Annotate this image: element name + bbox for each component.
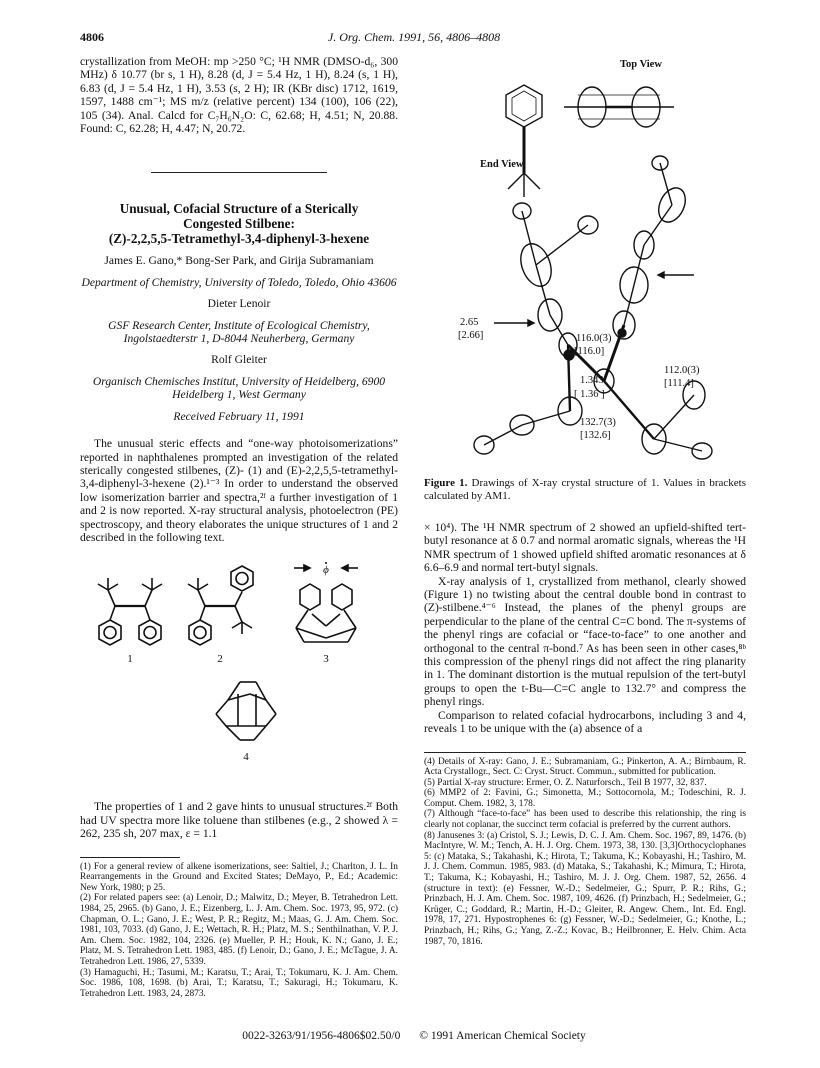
author-gleiter: Rolf Gleiter bbox=[211, 353, 267, 367]
journal-citation: J. Org. Chem. 1991, 56, 4806–4808 bbox=[327, 30, 501, 44]
footnote-4: (4) Details of X-ray: Gano, J. E.; Subramaniam, G.; Pinkerton, A. A.; Birnbaum, R. Acta Crystallogr., Sect. C: Cryst. Struct. Commun., submitted for publication. bbox=[424, 756, 746, 778]
affiliation-toledo: Department of Chemistry, University of Toledo, Toledo, Ohio 43606 bbox=[81, 275, 397, 289]
label-angle-116-calc: [116.0] bbox=[574, 346, 605, 357]
affiliation-gsf: GSF Research Center, Institute of Ecological Chemistry, Ingolstaedterstr 1, D-8044 Neuherberg, Germany bbox=[108, 318, 370, 346]
intro-paragraph: The unusual steric effects and “one-way photoisomerizations” reported in naphthalenes prompted an investigation of the related sterically congested stilbenes, (Z)- (1) and (E)-2,2,5,5-tetramethyl-3,4-diphenyl-3-hexene (2).¹⁻³ In order to understand the observed low isomerization barrier and spectra,²ᶠ a further investigation of 1 and 2 is now reported. X-ray structural analysis, photoelectron (PE) spectroscopy, and theory elaborates the unique structures of 1 and 2 described in the following text. bbox=[80, 437, 398, 544]
footnote-6: (6) MMP2 of 2: Favini, G.; Simonetta, M.; Sottocornola, M.; Todeschini, R. J. Comput. Chem. 1982, 3, 178. bbox=[424, 788, 746, 809]
continuation-paragraph: × 10⁴). The ¹H NMR spectrum of 2 showed an upfield-shifted tert-butyl resonance at δ 0.7 and normal aromatic signals, whereas the ¹H NMR spectrum of 1 showed upfield shifted aromatic resonances at δ 6.6–6.9 and normal tert-butyl signals. bbox=[424, 521, 746, 575]
structure-phi-label: ϕ bbox=[323, 564, 329, 577]
label-cc-bond: 1.343 bbox=[580, 375, 604, 386]
label-distance-calc: [2.66] bbox=[458, 330, 484, 341]
label-angle-132: 132.7(3) bbox=[580, 417, 616, 428]
footnote-5: (5) Partial X-ray structure: Ermer, O. Z. Naturforsch., Teil B 1977, 32, 837. bbox=[424, 777, 707, 788]
structure-1 bbox=[98, 578, 162, 645]
top-view-label: Top View bbox=[620, 59, 662, 70]
page-footer bbox=[80, 1030, 748, 1042]
structure-label-1: 1 bbox=[127, 653, 133, 666]
structure-2 bbox=[188, 566, 253, 645]
xray-paragraph: X-ray analysis of 1, crystallized from methanol, clearly showed (Figure 1) no twisting about the central double bond in contrast to (Z)-stilbene.⁴⁻⁶ Instead, the planes of the phenyl groups are perpendicular to the plane of the central C=C bond. The π-systems of the phenyl rings are cofacial or “face-to-face” to one another and orthogonal to the central π-bond.⁷ As has been seen in other cases,⁸ᵇ this compression of the phenyl rings did not affect the ring planarity in 1. The dominant distortion is the mutual repulsion of the tert-butyl groups to open the t-Bu—C=C angle to 132.7° and compress the phenyl rings. bbox=[424, 574, 746, 709]
end-view-drawing bbox=[506, 85, 542, 197]
article-title-line-1: Unusual, Cofacial Structure of a Sterically bbox=[119, 201, 359, 217]
article-divider bbox=[151, 172, 327, 173]
label-cc-bond-calc: [ 1.36 ] bbox=[574, 389, 605, 400]
footnote-8: (8) Janusenes 3: (a) Cristol, S. J.; Lewis, D. C. J. Am. Chem. Soc. 1967, 89, 1476. (b) MacIntyre, W. M.; Tench, A. H. J. Org. Chem. 1973, 38, 130. [3,3]Orthocyclophanes 5: (c) Mataka, S.; Takahashi, K.; Hirota, T.; Takuma, K.; Kobayashi, H.; Tashiro, M. J. J. Chem. Commun. 1985, 983. (d) Mataka, S.; Takahashi, K.; Mimura, T.; Hirota, T.; Takuma, K.; Kobayashi, H.; Tashiro, M. J. J. Org. Chem. 1987, 52, 2656. 4 (structure in text): (e) Fessner, W.-D.; Sedelmeier, G.; Spurr, P. R.; Rihs, G.; Prinzbach, H. J. Am. Chem. Soc. 1987, 109, 4626. (f) Prinzbach, H.; Sedelmeier, G.; Krüger, C.; Goddard, R.; Martin, H.-D.; Gleiter, R. Angew. Chem., Int. Ed. Engl. 1978, 17, 271. Hypostrophenes 6: (g) Fessner, W.-D.; Sedelmeier, G.; Knothe, L.; Prinzbach, H.; Rihs, G.; Yang, Z.-Z.; Kovac, B.; Heilbronner, E. Helv. Chim. Acta 1987, 70, 1816. bbox=[424, 830, 746, 947]
authors: James E. Gano,* Bong-Ser Park, and Girija Subramaniam bbox=[104, 254, 374, 268]
figure-caption-text: Drawings of X-ray crystal structure of 1. Values in brackets calculated by AM1. bbox=[424, 477, 746, 502]
received-date: Received February 11, 1991 bbox=[173, 409, 305, 423]
structure-label-3: 3 bbox=[323, 653, 329, 666]
xray-structure-svg bbox=[424, 55, 746, 475]
footnote-1: (1) For a general review of alkene isomerizations, see: Saltiel, J.; Charlton, J. L. In Rearrangements in the Ground and Excited States; DeMayo, P., Ed.; Academic: New York, 1980; p 25. bbox=[80, 861, 398, 893]
ortep-drawing bbox=[474, 156, 712, 459]
copyright: © 1991 American Chemical Society bbox=[419, 1030, 586, 1042]
comparison-paragraph: Comparison to related cofacial hydrocarbons, including 3 and 4, reveals 1 to be unique with the (a) absence of a bbox=[424, 708, 746, 736]
label-angle-116: 116.0(3) bbox=[576, 333, 612, 344]
page-header bbox=[80, 30, 748, 48]
footnote-3: (3) Hamaguchi, H.; Tasumi, M.; Karatsu, T.; Arai, T.; Tokumaru, K. J. Am. Chem. Soc. 1986, 108, 1698. (b) Arai, T.; Karatsu, T.; Sakuragi, H.; Tokumaru, K. Tetrahedron Lett. 1983, 24, 2873. bbox=[80, 967, 398, 999]
right-footnote-divider bbox=[424, 752, 746, 753]
label-distance: 2.65 bbox=[460, 317, 479, 328]
author-lenoir: Dieter Lenoir bbox=[207, 297, 271, 311]
footnote-7: (7) Although “face-to-face” has been used to describe this relationship, the ring is clearly not coplanar, the succinct term cofacial is preferred by the current authors. bbox=[424, 809, 746, 831]
article-title-line-3: (Z)-2,2,5,5-Tetramethyl-3,4-diphenyl-3-hexene bbox=[108, 231, 370, 247]
structure-4 bbox=[216, 682, 276, 740]
article-code: 0022-3263/91/1956-4806$02.50/0 bbox=[242, 1030, 401, 1042]
affiliation-heidelberg: Organisch Chemisches Institut, University of Heidelberg, 6900 Heidelberg 1, West Germany bbox=[92, 374, 386, 402]
figure-caption bbox=[424, 477, 746, 503]
footnote-2: (2) For related papers see: (a) Lenoir, D.; Malwitz, D.; Meyer, B. Tetrahedron Lett. 1984, 25, 2965. (b) Gano, J. E.; Eizenberg, L. J. Am. Chem. Soc. 1973, 95, 972. (c) Chapman, O. L.; Gano, J. E.; West, P. R.; Regitz, M.; Maas, G. J. Am. Chem. Soc. 1981, 103, 7033. (d) Gano, J. E.; Wettach, R. H.; Platz, M. S.; Senthilnathan, V. P. J. Am. Chem. Soc. 1982, 104, 2326. (e) Mueller, P. H.; Houk, K. N.; Gano, J. E.; Platz, M. S. Tetrahedron Lett. 1983, 485. (f) Lenoir, D.; Gano, J. E.; McTague, J. A. Tetrahedron Lett. 1986, 27, 5339. bbox=[80, 893, 398, 967]
end-view-label: End View bbox=[480, 159, 524, 170]
structure-label-2: 2 bbox=[217, 653, 223, 666]
top-view-drawing bbox=[564, 87, 674, 127]
figure-1 bbox=[424, 55, 746, 475]
structure-drawings bbox=[80, 554, 398, 800]
label-angle-112-calc: [111.4] bbox=[664, 378, 694, 389]
article-title-line-2: Congested Stilbene: bbox=[183, 216, 295, 232]
structure-label-4: 4 bbox=[243, 751, 249, 764]
footnote-divider bbox=[80, 857, 180, 858]
structures-svg bbox=[80, 554, 398, 800]
label-angle-132-calc: [132.6] bbox=[580, 430, 611, 441]
properties-paragraph: The properties of 1 and 2 gave hints to unusual structures.²ᶠ Both had UV spectra more like toluene than stilbenes (e.g., 2 showed λ = 262, 235 sh, 207 max, ε = 1.1 bbox=[80, 800, 398, 841]
label-angle-112: 112.0(3) bbox=[664, 365, 700, 376]
page-number: 4806 bbox=[80, 30, 104, 44]
right-column bbox=[424, 55, 746, 947]
figure-caption-label: Figure 1. bbox=[424, 477, 468, 489]
left-column bbox=[80, 55, 398, 999]
previous-article-end: crystallization from MeOH: mp >250 °C; ¹H NMR (DMSO-d₆, 300 MHz) δ 10.77 (br s, 1 H), 8.28 (d, J = 5.4 Hz, 1 H), 8.24 (s, 1 H), 6.83 (d, J = 5.4 Hz, 1 H), 3.53 (s, 2 H); IR (KBr disc) 1712, 1619, 1597, 1488 cm⁻¹; MS m/z (relative percent) 134 (100), 106 (22), 105 (34). Anal. Calcd for C₇H₆N₂O: C, 62.68; H, 4.51; N, 20.88. Found: C, 62.28; H, 4.47; N, 20.72. bbox=[80, 55, 398, 136]
